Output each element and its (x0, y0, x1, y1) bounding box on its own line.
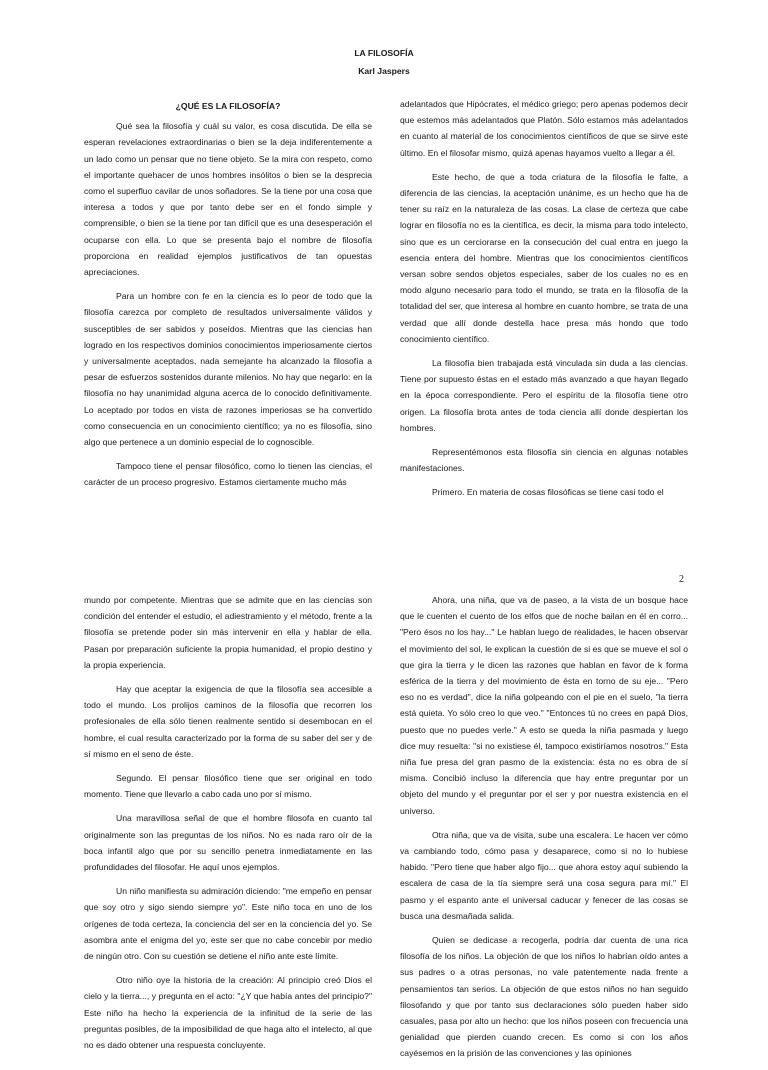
paragraph: Hay que aceptar la exigencia de que la filosofía sea accesible a todo el mundo. Los prolijos caminos de la filosofía que recorren los profesionales de ella sólo tienen realmente sentido si desembocan en el hombre, el cual resulta caracterizado por la forma de su saber del ser y de sí mismo en el seno de éste. (84, 684, 372, 759)
page2-right-column (400, 592, 688, 1070)
paragraph-continued: mundo por competente. Mientras que se admite que en las ciencias son condición del entender el estudio, el adiestramiento y el método, frente a la filosofía se pretende poder sin más intervenir en ella y hablar de ella. Pasan por preparación suficiente la propia humanidad, el propio destino y la propia experiencia. (84, 595, 372, 670)
paragraph: Otro niño oye la historia de la creación: Al principio creó Dios el cielo y la tierra..., y pregunta en el acto: "¿Y que había antes del principio?" Este niño ha hecho la experiencia de la infinitud de la serie de las preguntas posibles, de la imposibilidad de que haga alto el intelecto, al que no es dado obtener una respuesta concluyente. (84, 975, 372, 1051)
paragraph: Tampoco tiene el pensar filosófico, como lo tienen las ciencias, el carácter de un proceso progresivo. Estamos ciertamente mucho más (84, 461, 372, 488)
paragraph: Ahora, una niña, que va de paseo, a la vista de un bosque hace que le cuenten el cuento de los elfos que de noche bailan en él en corro... "Pero ésos no los hay..." Le hablan luego de realidades, le hacen observar el movimiento del sol, le explican la cuestión de si es que se mueve el sol o que gira la tierra y le dicen las razones que hablan en favor de k forma esférica de la tierra y del movimiento de ésta en torno de su eje... "Pero eso no es verdad", dice la niña golpeando con el pie en el suelo, "la tierra está quieta. Yo sólo creo lo que veo." "Entonces tú no crees en papá Dios, puesto que no puedes verle." A esto se queda la niña pasmada y luego dice muy resuelta: "si no existiese él, tampoco existiríamos nosotros." Esta niña fue presa del gran pasmo de la existencia: ésta no es obra de sí misma. Concibió incluso la diferencia que hay entre preguntar por un objeto del mundo y el preguntar por el ser y por nuestra existencia en el universo. (400, 595, 688, 816)
paragraph: Para un hombre con fe en la ciencia es lo peor de todo que la filosofía carezca por completo de resultados universalmente válidos y susceptibles de ser sabidos y poseídos. Mientras que las ciencias han logrado en los respectivos dominios conocimientos imperiosamente ciertos y universalmente aceptados, nada semejante ha alcanzado la filosofía a pesar de esfuerzos sostenidos durante milenios. No hay que negarlo: en la filosofía no hay unanimidad alguna acerca de lo conocido definitivamente. Lo aceptado por todos en vista de razones imperiosas se ha convertido como consecuencia en un conocimiento científico; ya no es filosofía, sino algo que pertenece a un dominio especial de lo cognoscible. (84, 291, 372, 448)
page-number: 2 (679, 574, 684, 585)
page1-right-column (400, 96, 688, 509)
paragraph: Segundo. El pensar filosófico tiene que ser original en todo momento. Tiene que llevarlo a cabo cada uno por sí mismo. (84, 773, 372, 800)
section-title: ¿QUÉ ES LA FILOSOFÍA? (175, 101, 281, 111)
paragraph: Otra niña, que va de visita, sube una escalera. Le hacen ver cómo va cambiando todo, cómo pasa y desaparece, como si no lo hubiese habido. "Pero tiene que haber algo fijo... que ahora estoy aquí subiendo la escalera de casa de la tía siempre será una cosa segura para mí." El pasmo y el espanto ante el universal caducar y fenecer de las cosas se busca una desmañada salida. (400, 829, 688, 921)
document-title: LA FILOSOFÍA (354, 48, 414, 58)
page2-left-column (84, 592, 372, 1061)
page1-left-column (84, 98, 372, 499)
paragraph: Qué sea la filosofía y cuál su valor, es cosa discutida. De ella se esperan revelaciones extraordinarias o bien se la deja indiferentemente a un lado como un pensar que no tiene objeto. Se la mira con respeto, como el importante quehacer de unos hombres insólitos o bien se la desprecia como el superfluo cavilar de unos soñadores. Se la tiene por una cosa que interesa a todos y que por tanto debe ser en el fondo simple y comprensible, o bien se la tiene por tan difícil que es una desesperación el ocuparse con ella. Lo que se presenta bajo el nombre de filosofía proporciona en realidad ejemplos justificativos de tan opuestas apreciaciones. (84, 121, 372, 278)
page-2 (0, 566, 768, 1059)
paragraph: La filosofía bien trabajada está vinculada sin duda a las ciencias. Tiene por supuesto éstas en el estado más avanzado a que hayan llegado en la época correspondiente. Pero el espíritu de la filosofía tiene otro origen. La filosofía brota antes de toda ciencia allí donde despiertan los hombres. (400, 358, 688, 433)
paragraph: Primero. En materia de cosas filosóficas se tiene casi todo el (432, 487, 664, 498)
paragraph: Este hecho, de que a toda criatura de la filosofía le falte, a diferencia de las ciencias, la aceptación unánime, es un hecho que ha de tener su raíz en la naturaleza de las cosas. La clase de certeza que cabe lograr en filosofía no es la científica, es decir, la misma para todo intelecto, sino que es un cerciorarse en la consecución del cual entra en juego la esencia entera del hombre. Mientras que los conocimientos científicos versan sobre sendos objetos especiales, saber de los cuales no es en modo alguno necesario para todo el mundo, se trata en la filosofía de la totalidad del ser, que interesa al hombre en cuanto hombre, se trata de una verdad que allí donde destella hace presa más hondo que todo conocimiento científico. (400, 171, 688, 344)
paragraph: Quien se dedicase a recogerla, podría dar cuenta de una rica filosofía de los niños. La objeción de que los niños lo habrían oído antes a sus padres o a otras personas, no vale patentemente nada frente a pensamientos tan serios. La objeción de que estos niños no han seguido filosofando y que por tanto sus declaraciones sólo pueden haber sido casuales, pasa por alto un hecho: que los niños poseen con frecuencia una genialidad que pierden cuando crecen. Es como si con los años cayésemos en la prisión de las convenciones y las opiniones (400, 935, 688, 1059)
paragraph: Una maravillosa señal de que el hombre filosofa en cuanto tal originalmente son las preguntas de los niños. No es nada raro oír de la boca infantil algo que por su sencillo penetra inmediatamente en las profundidades del filosofar. He aquí unos ejemplos. (84, 813, 372, 873)
paragraph: Un niño manifiesta su admiración diciendo: "me empeño en pensar que soy otro y sigo siendo siempre yo". Este niño toca en uno de los orígenes de toda certeza, la conciencia del ser en la conciencia del yo. Se asombra ante el enigma del yo, este ser que no cabe concebir por medio de ningún otro. Con su cuestión se detiene el niño ante este límite. (84, 886, 372, 962)
paragraph: Representémonos esta filosofía sin ciencia en algunas notables manifestaciones. (400, 447, 688, 474)
document-author: Karl Jaspers (358, 66, 410, 76)
paragraph-continued: adelantados que Hipócrates, el médico griego; pero apenas podemos decir que estemos más adelantados que Platón. Sólo estamos más adelantados en cuanto al material de los conocimientos científicos de que se sirve este último. En el filosofar mismo, quizá apenas hayamos vuelto a llegar a él. (400, 99, 688, 158)
